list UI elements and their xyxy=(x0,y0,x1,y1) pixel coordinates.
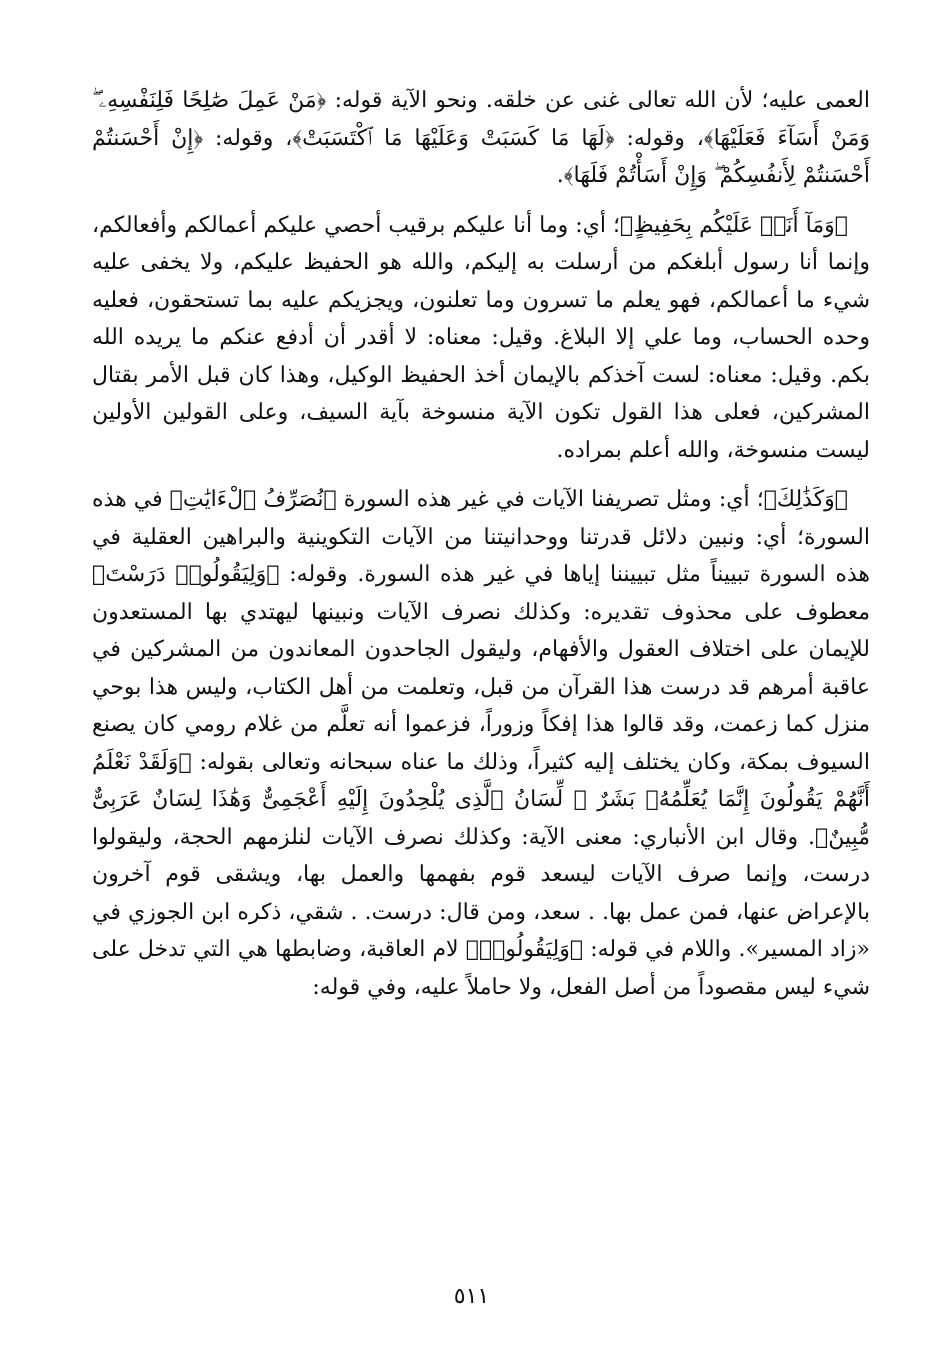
paragraph-2: ﴿وَمَآ أَنَا۠ عَلَيْكُم بِحَفِيظٍ﴾؛ أي: وما أنا عليكم برقيب أحصي عليكم أعمالكم وأفعالكم، وإنما أنا رسول أبلغكم من أرسلت به إليكم، والله هو الحفيظ عليكم، ولا يخفى عليه شيء ما أعمالكم، فهو يعلم ما تسرون وما تعلنون، ويجزيكم عليه بما تستحقون، فعليه وحده الحساب، وما علي إلا البلاغ. وقيل: معناه: لا أقدر أن أدفع عنكم ما يريده الله بكم. وقيل: معناه: لست آخذكم بالإيمان أخذ الحفيظ الوكيل، وهذا كان قبل الأمر بقتال المشركين، فعلى هذا القول تكون الآية منسوخة بآية السيف، وعلى القولين الأولين ليست منسوخة، والله أعلم بمراده. xyxy=(92,212,871,463)
paragraph-1: العمى عليه؛ لأن الله تعالى غنى عن خلقه. ونحو الآية قوله: ﴿مَنْ عَمِلَ صَٰلِحًا فَلِنَفْسِهِۦ ۖ وَمَنْ أَسَآءَ فَعَلَيْهَا﴾، وقوله: ﴿لَهَا مَا كَسَبَتْ وَعَلَيْهَا مَا ٱكْتَسَبَتْ﴾، وقوله: ﴿إِنْ أَحْسَنتُمْ أَحْسَنتُمْ لِأَنفُسِكُمْ ۖ وَإِنْ أَسَأْتُمْ فَلَهَا﴾. xyxy=(92,88,870,188)
page-number: ٥١١ xyxy=(453,1284,490,1309)
paragraph-3: ﴿وَكَذَٰلِكَ﴾؛ أي: ومثل تصريفنا الآيات في غير هذه السورة ﴿نُصَرِّفُ ٱلْءَايَٰتِ﴾ في هذه السورة؛ أي: ونبين دلائل قدرتنا ووحدانيتنا من الآيات التكوينية والبراهين العقلية في هذه السورة تبييناً مثل تبييننا إياها في غير هذه السورة. وقوله: ﴿وَلِيَقُولُوا۟ دَرَسْتَ﴾ معطوف على محذوف تقديره: وكذلك نصرف الآيات ونبينها ليهتدي بها المستعدون للإيمان على اختلاف العقول والأفهام، وليقول الجاحدون المعاندون من المشركين في عاقبة أمرهم قد درست هذا القرآن من قبل، وتعلمت من أهل الكتاب، وليس هذا بوحي منزل كما زعمت، وقد قالوا هذا إفكاً وزوراً، فزعموا أنه تعلَّم من غلام رومي كان يصنع السيوف بمكة، وكان يختلف إليه كثيراً، وذلك ما عناه سبحانه وتعالى بقوله: ﴿وَلَقَدْ نَعْلَمُ أَنَّهُمْ يَقُولُونَ إِنَّمَا يُعَلِّمُهُۥ بَشَرٌ ۗ لِّسَانُ ٱلَّذِى يُلْحِدُونَ إِلَيْهِ أَعْجَمِىٌّ وَهَٰذَا لِسَانٌ عَرَبِىٌّ مُّبِينٌ﴾. وقال ابن الأنباري: معنى الآية: وكذلك نصرف الآيات لنلزمهم الحجة، وليقولوا درست، وإنما صرف الآيات ليسعد قوم بفهمها والعمل بها، ويشقى قوم آخرون بالإعراض عنها، فمن عمل بها. . سعد، ومن قال: درست. . شقي، ذكره ابن الجوزي في «زاد المسير». واللام في قوله: ﴿وَلِيَقُولُوا۟﴾ لام العاقبة، وضابطها هي التي تدخل على شيء ليس مقصوداً من أصل الفعل، ولا حاملاً عليه، وفي قوله: xyxy=(92,487,871,1000)
page-body xyxy=(92,82,870,1018)
